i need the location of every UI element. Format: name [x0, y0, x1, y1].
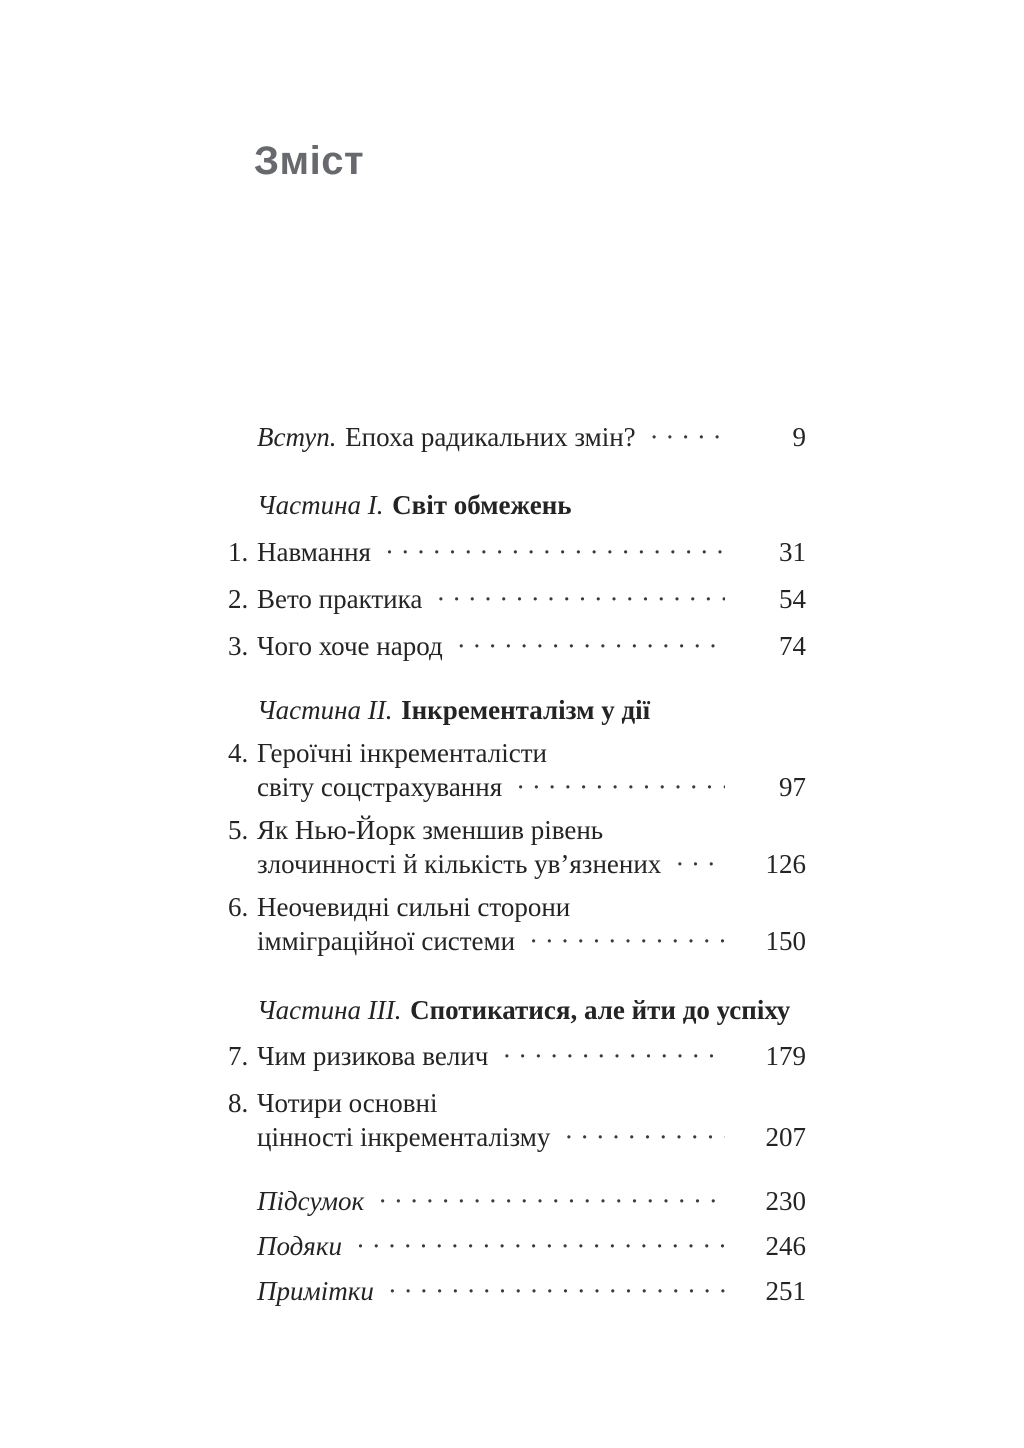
entry-text-block	[257, 890, 806, 958]
part-title: Світ обмежень	[392, 490, 572, 520]
entry-label-line1: Як Нью-Йорк зменшив рівень	[257, 815, 604, 845]
page-number: 179	[765, 1041, 806, 1071]
entry-text-block	[257, 813, 806, 881]
page-number: 251	[765, 1276, 806, 1306]
entry-label-line2: цінності інкременталізму	[257, 1122, 551, 1152]
dot-leader	[388, 1274, 725, 1308]
toc-entry-intro	[228, 420, 806, 454]
entry-label-line1: Неочевидні сильні сторони	[257, 892, 571, 922]
dot-leader	[436, 582, 725, 616]
chapter-number: 5.	[228, 815, 249, 845]
entry-label: Подяки	[257, 1231, 342, 1261]
chapter-number: 4.	[228, 738, 249, 768]
toc-entry-chapter-8	[228, 1086, 806, 1154]
dot-leader	[650, 420, 725, 454]
page-number: 74	[779, 631, 806, 661]
chapter-number: 3.	[228, 631, 249, 661]
toc-entry-summary	[228, 1184, 806, 1218]
entry-label: Підсумок	[257, 1186, 365, 1216]
entry-text-block	[257, 1086, 806, 1154]
dot-leader	[564, 1120, 725, 1154]
part-title: Спотикатися, але йти до успіху	[410, 995, 791, 1025]
entry-line2-row	[257, 847, 806, 881]
entry-line2-row	[257, 1120, 806, 1154]
page-number: 54	[779, 584, 806, 614]
toc-entry-acknowledgements	[228, 1229, 806, 1263]
chapter-number: 7.	[228, 1041, 249, 1071]
toc-part-heading-2	[228, 693, 806, 727]
entry-label-line2: злочинності й кількість ув’язнених	[257, 849, 662, 879]
entry-line2-row	[257, 770, 806, 804]
dot-leader	[675, 847, 725, 881]
entry-label: Навмання	[257, 537, 371, 567]
dot-leader	[516, 770, 725, 804]
toc-part-heading-1	[228, 488, 806, 522]
chapter-number: 8.	[228, 1088, 249, 1118]
chapter-number: 6.	[228, 892, 249, 922]
dot-leader	[385, 535, 725, 569]
page-number: 150	[765, 926, 806, 956]
chapter-number: 1.	[228, 537, 249, 567]
entry-line2-row	[257, 924, 806, 958]
page-number: 31	[779, 537, 806, 567]
entry-label-line2: світу соцстрахування	[257, 772, 503, 802]
table-of-contents	[228, 420, 806, 1308]
page-number: 246	[765, 1231, 806, 1261]
entry-text-block	[257, 736, 806, 804]
entry-label: Вето практика	[257, 584, 423, 614]
page-number: 126	[765, 849, 806, 879]
part-prefix: Частина I.	[257, 490, 384, 520]
part-prefix: Частина III.	[257, 995, 402, 1025]
entry-label-line2: імміграційної системи	[257, 926, 516, 956]
chapter-number: 2.	[228, 584, 249, 614]
entry-label-line1: Чотири основні	[257, 1088, 438, 1118]
dot-leader	[457, 629, 725, 663]
dot-leader	[378, 1184, 725, 1218]
toc-entry-chapter-7	[228, 1039, 806, 1073]
page-number: 230	[765, 1186, 806, 1216]
toc-entry-chapter-6	[228, 890, 806, 958]
toc-entry-notes	[228, 1274, 806, 1308]
dot-leader	[356, 1229, 725, 1263]
page-number: 207	[765, 1122, 806, 1152]
entry-label: Примітки	[257, 1276, 374, 1306]
entry-label-line1: Героїчні інкременталісти	[257, 738, 547, 768]
page-number: 9	[792, 422, 806, 452]
entry-label: Епоха радикальних змін?	[345, 422, 636, 452]
toc-entry-chapter-1	[228, 535, 806, 569]
toc-entry-chapter-5	[228, 813, 806, 881]
dot-leader	[529, 924, 725, 958]
entry-label: Чого хоче народ	[257, 631, 443, 661]
toc-entry-chapter-2	[228, 582, 806, 616]
entry-label-italic: Вступ.	[257, 422, 337, 452]
page-number: 97	[779, 772, 806, 802]
toc-entry-chapter-4	[228, 736, 806, 804]
entry-label: Чим ризикова велич	[257, 1041, 489, 1071]
part-title: Інкременталізм у дії	[401, 695, 651, 725]
dot-leader	[502, 1039, 725, 1073]
page-title: Зміст	[254, 139, 365, 183]
toc-entry-chapter-3	[228, 629, 806, 663]
toc-part-heading-3	[228, 993, 806, 1027]
part-prefix: Частина II.	[257, 695, 393, 725]
